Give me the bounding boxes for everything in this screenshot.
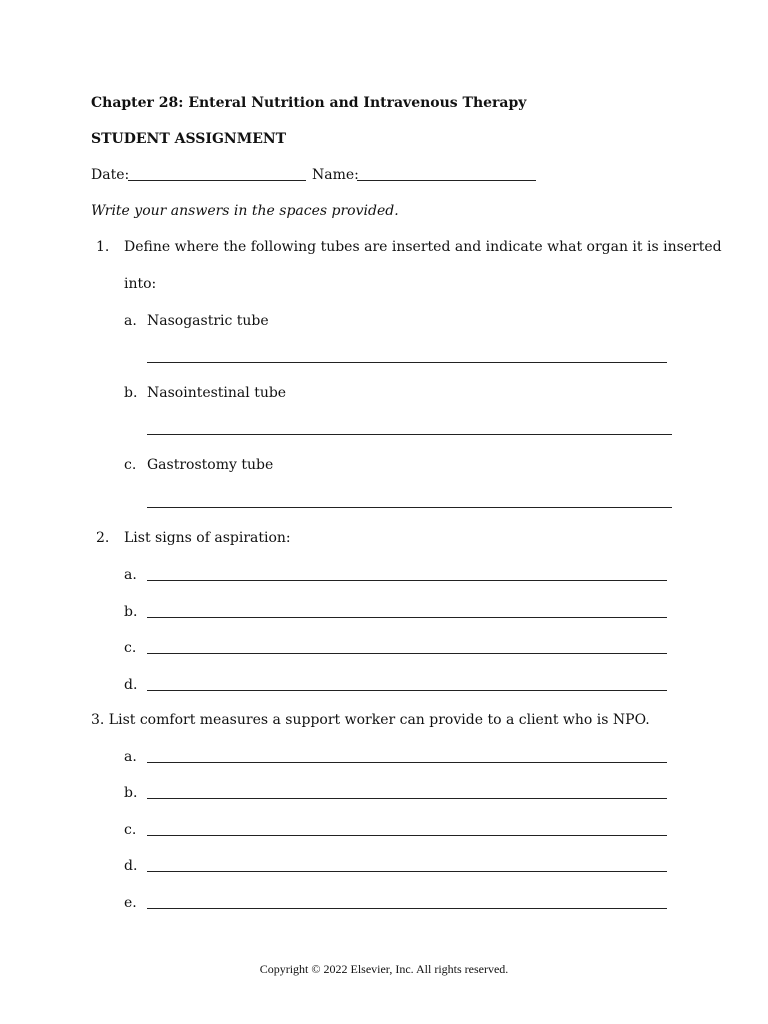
- q2-item-marker: b.: [124, 604, 138, 620]
- q1c-answer-line[interactable]: [147, 507, 672, 508]
- q1a-answer-line[interactable]: [147, 362, 667, 363]
- q1b-answer-line[interactable]: [147, 434, 672, 435]
- q3a-answer-line[interactable]: [147, 762, 667, 763]
- q1-item-marker: b.: [124, 385, 138, 401]
- date-label: Date:: [91, 167, 130, 183]
- q3e-answer-line[interactable]: [147, 908, 667, 909]
- q1-item-label: Gastrostomy tube: [147, 457, 274, 473]
- q2-item-marker: a.: [124, 567, 137, 583]
- q2-number: 2.: [96, 530, 110, 546]
- q1-number: 1.: [96, 239, 110, 255]
- q2c-answer-line[interactable]: [147, 653, 667, 654]
- instructions: Write your answers in the spaces provided.: [91, 203, 399, 219]
- q2a-answer-line[interactable]: [147, 580, 667, 581]
- assignment-heading: STUDENT ASSIGNMENT: [91, 131, 287, 147]
- q3b-answer-line[interactable]: [147, 798, 667, 799]
- q3c-answer-line[interactable]: [147, 835, 667, 836]
- q2-text: List signs of aspiration:: [124, 530, 291, 546]
- q1-item-label: Nasogastric tube: [147, 313, 269, 329]
- q3-item-marker: d.: [124, 858, 138, 874]
- name-label: Name:: [312, 167, 359, 183]
- q1-item-label: Nasointestinal tube: [147, 385, 287, 401]
- q2d-answer-line[interactable]: [147, 690, 667, 691]
- q2b-answer-line[interactable]: [147, 617, 667, 618]
- name-field[interactable]: [357, 180, 536, 181]
- q1-text-line1: Define where the following tubes are inserted and indicate what organ it is inserted: [124, 239, 722, 255]
- q3-item-marker: c.: [124, 822, 137, 838]
- q1-text-line2: into:: [124, 276, 157, 292]
- q3-text: 3. List comfort measures a support worker can provide to a client who is NPO.: [91, 712, 650, 728]
- q3-item-marker: a.: [124, 749, 137, 765]
- q1-item-marker: c.: [124, 457, 137, 473]
- q2-item-marker: c.: [124, 640, 137, 656]
- q1-item-marker: a.: [124, 313, 137, 329]
- q3-item-marker: e.: [124, 895, 137, 911]
- q3d-answer-line[interactable]: [147, 871, 667, 872]
- q3-item-marker: b.: [124, 785, 138, 801]
- copyright-footer: Copyright © 2022 Elsevier, Inc. All rights reserved.: [259, 962, 509, 976]
- date-field[interactable]: [128, 180, 306, 181]
- q2-item-marker: d.: [124, 677, 138, 693]
- page-title: Chapter 28: Enteral Nutrition and Intravenous Therapy: [91, 95, 527, 111]
